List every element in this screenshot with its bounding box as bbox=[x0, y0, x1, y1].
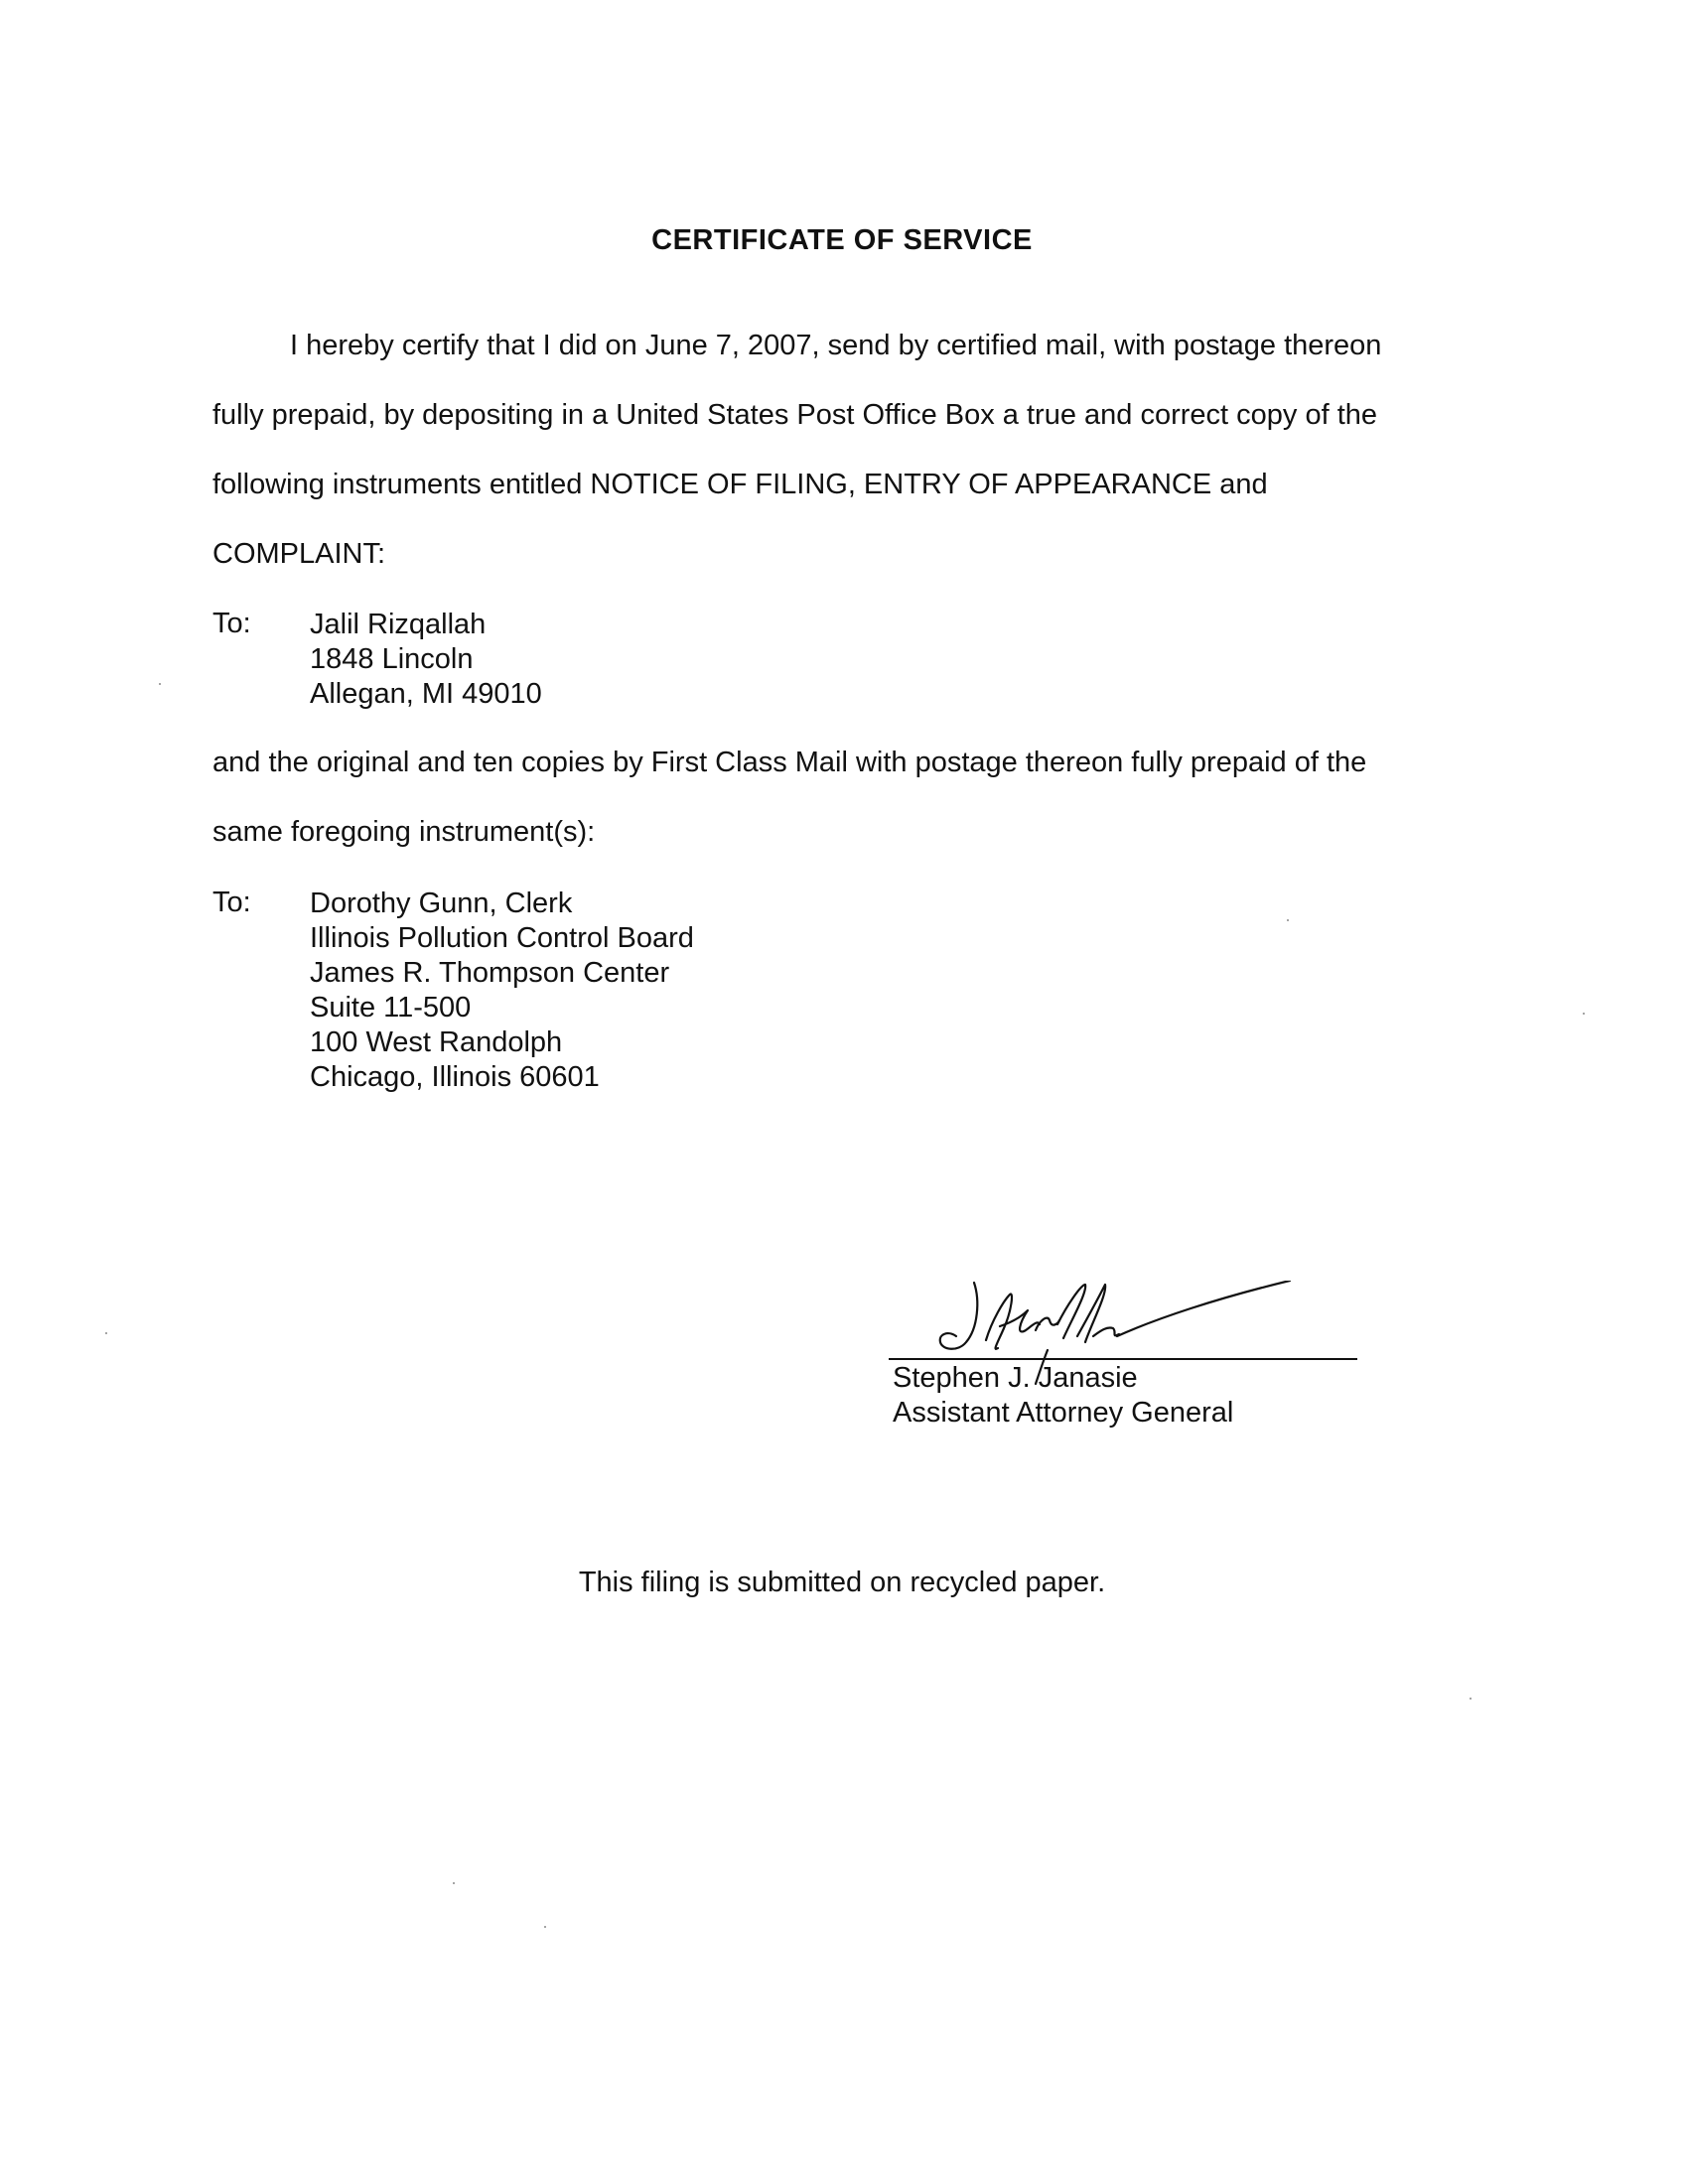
signature-line bbox=[889, 1358, 1357, 1360]
body-line: following instruments entitled NOTICE OF FILING, ENTRY OF APPEARANCE and bbox=[212, 469, 1268, 500]
signature-block bbox=[889, 1281, 1365, 1449]
recycled-paper-note: This filing is submitted on recycled paper. bbox=[578, 1567, 1106, 1598]
recipient-address-block bbox=[310, 887, 694, 1095]
scan-speck bbox=[1470, 1698, 1472, 1700]
address-line: Jalil Rizqallah bbox=[310, 609, 487, 640]
address-line: 100 West Randolph bbox=[310, 1026, 563, 1058]
address-line: Allegan, MI 49010 bbox=[310, 678, 542, 710]
recipient-address-block bbox=[310, 608, 542, 712]
document-title: CERTIFICATE OF SERVICE bbox=[651, 224, 1033, 256]
scan-speck bbox=[159, 683, 161, 685]
body-line: COMPLAINT: bbox=[212, 538, 386, 570]
recipient-to-label: To: bbox=[212, 608, 251, 639]
scan-speck bbox=[105, 1332, 107, 1334]
recipient-to-label: To: bbox=[212, 887, 251, 918]
signer-title: Assistant Attorney General bbox=[893, 1397, 1234, 1429]
scan-speck bbox=[453, 1882, 455, 1884]
address-line: Illinois Pollution Control Board bbox=[310, 922, 694, 954]
body-line: fully prepaid, by depositing in a United States Post Office Box a true and correct copy of the bbox=[212, 399, 1378, 431]
address-line: Suite 11-500 bbox=[310, 992, 472, 1024]
body-line: and the original and ten copies by First Class Mail with postage thereon fully prepaid of the bbox=[212, 747, 1367, 778]
scan-speck bbox=[544, 1926, 546, 1928]
body-line: I hereby certify that I did on June 7, 2007, send by certified mail, with postage thereon bbox=[290, 330, 1382, 361]
scan-speck bbox=[1287, 919, 1289, 921]
address-line: Dorothy Gunn, Clerk bbox=[310, 887, 573, 919]
address-line: James R. Thompson Center bbox=[310, 957, 670, 989]
address-line: 1848 Lincoln bbox=[310, 643, 474, 675]
scan-speck bbox=[1583, 1013, 1585, 1015]
signer-name: Stephen J. Janasie bbox=[893, 1362, 1138, 1394]
body-line: same foregoing instrument(s): bbox=[212, 816, 596, 848]
address-line: Chicago, Illinois 60601 bbox=[310, 1061, 600, 1093]
